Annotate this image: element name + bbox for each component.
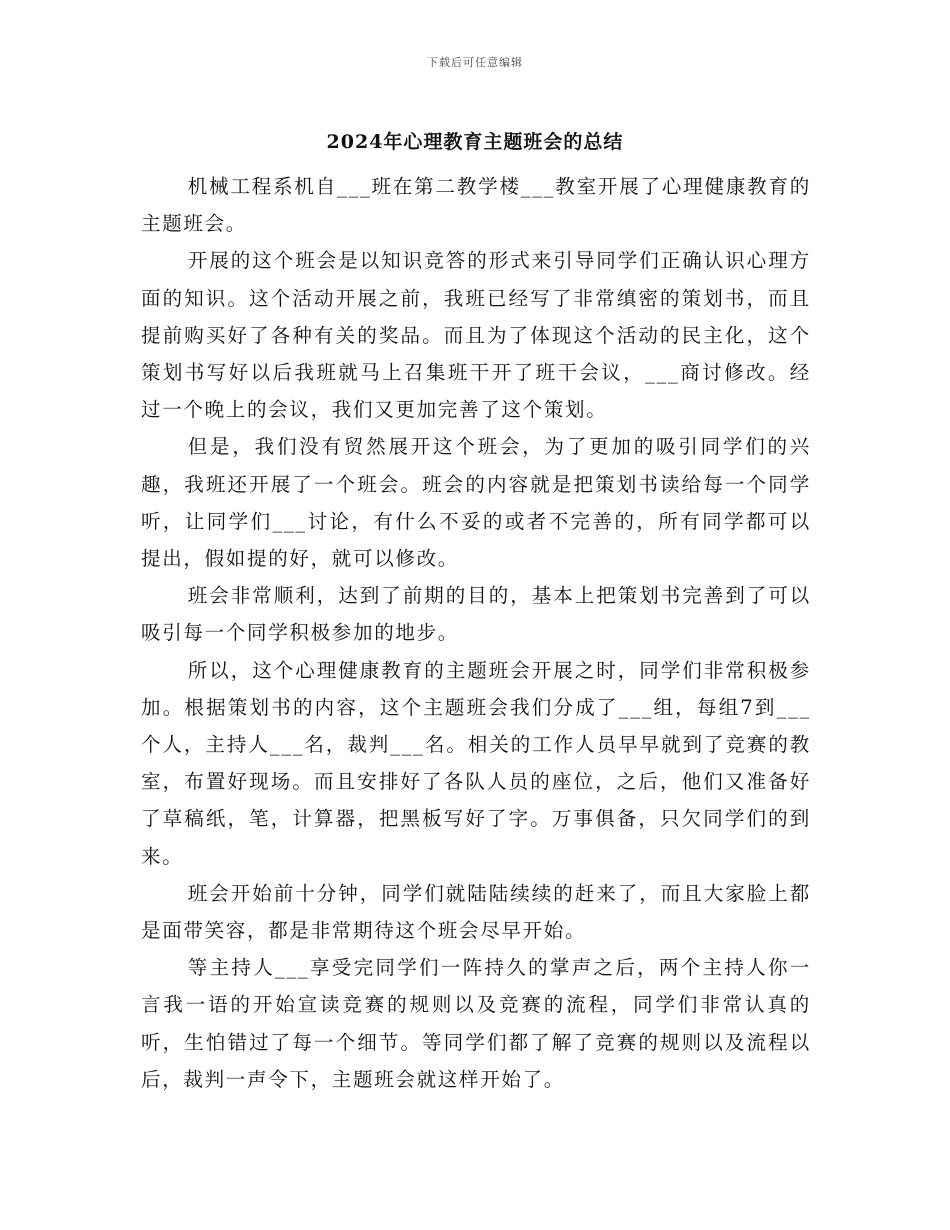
paragraph-6: 班会开始前十分钟，同学们就陆陆续续的赶来了，而且大家脸上都是面带笑容，都是非常期待这个班会尽早开始。: [141, 881, 811, 943]
paragraph-5: 所以，这个心理健康教育的主题班会开展之时，同学们非常积极参加。根据策划书的内容，这个主题班会我们分成了___组，每组7到___个人，主持人___名，裁判___名。相关的工作人员早早就到了竞赛的教室，布置好现场。而且安排好了各队人员的座位，之后，他们又准备好了草稿纸，笔，计算器，把黑板写好了字。万事俱备，只欠同学们的到来。: [141, 658, 811, 868]
document-title: 2024年心理教育主题班会的总结: [326, 131, 624, 153]
page-header-note: 下载后可任意编辑: [427, 56, 523, 69]
paragraph-3: 但是，我们没有贸然展开这个班会，为了更加的吸引同学们的兴趣，我班还开展了一个班会。班会的内容就是把策划书读给每一个同学听，让同学们___讨论，有什么不妥的或者不完善的，所有同学都可以提出，假如提的好，就可以修改。: [141, 435, 811, 571]
paragraph-7: 等主持人___享受完同学们一阵持久的掌声之后，两个主持人你一言我一语的开始宣读竞赛的规则以及竞赛的流程，同学们非常认真的听，生怕错过了每一个细节。等同学们都了解了竞赛的规则以及流程以后，裁判一声令下，主题班会就这样开始了。: [141, 956, 811, 1091]
paragraph-1: 机械工程系机自___班在第二教学楼___教室开展了心理健康教育的主题班会。: [141, 175, 811, 236]
paragraph-2: 开展的这个班会是以知识竞答的形式来引导同学们正确认识心理方面的知识。这个活动开展之前，我班已经写了非常缜密的策划书，而且提前购买好了各种有关的奖品。而且为了体现这个活动的民主化，这个策划书写好以后我班就马上召集班干开了班干会议，___商讨修改。经过一个晚上的会议，我们又更加完善了这个策划。: [141, 249, 811, 422]
paragraph-4: 班会非常顺利，达到了前期的目的，基本上把策划书完善到了可以吸引每一个同学积极参加的地步。: [141, 584, 811, 645]
document-body: [141, 168, 811, 1098]
